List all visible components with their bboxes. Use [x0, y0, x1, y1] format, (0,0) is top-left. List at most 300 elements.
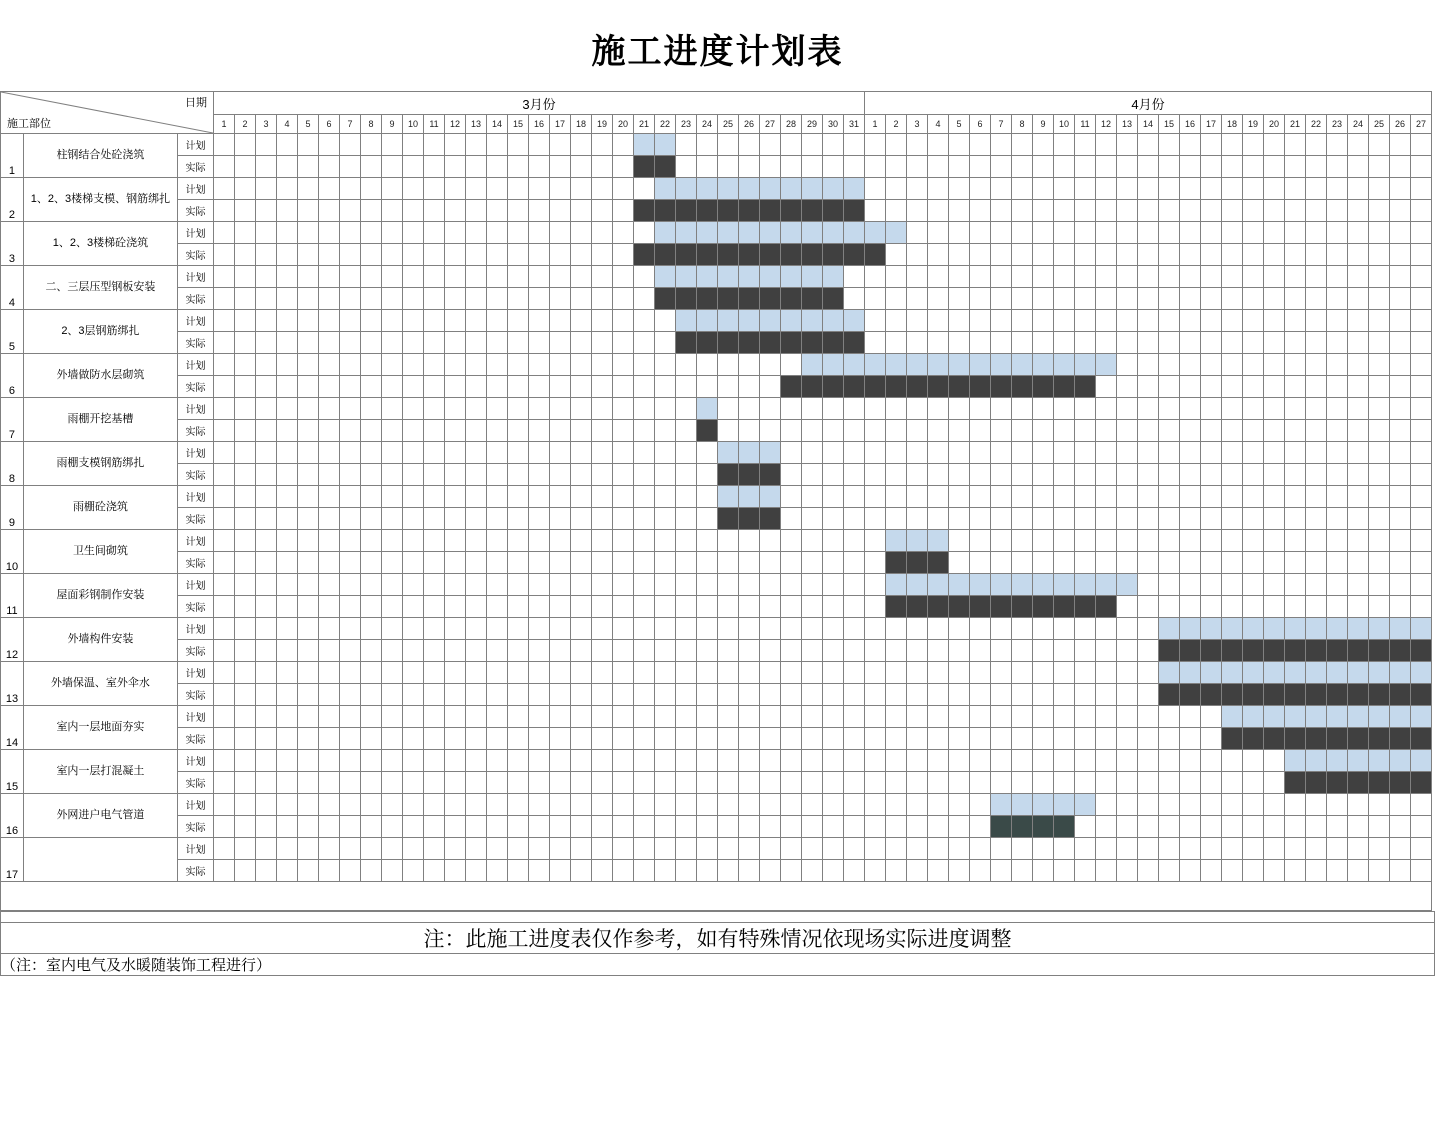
gantt-cell — [1159, 530, 1180, 552]
gantt-cell — [781, 420, 802, 442]
gantt-cell — [718, 706, 739, 728]
gantt-cell — [235, 156, 256, 178]
gantt-cell — [529, 530, 550, 552]
gantt-cell — [466, 860, 487, 882]
gantt-cell — [1390, 310, 1411, 332]
gantt-cell — [361, 772, 382, 794]
gantt-cell — [445, 156, 466, 178]
gantt-cell — [928, 508, 949, 530]
gantt-cell — [1264, 552, 1285, 574]
gantt-cell — [508, 618, 529, 640]
gantt-cell — [571, 772, 592, 794]
gantt-cell — [613, 860, 634, 882]
gantt-cell — [655, 354, 676, 376]
gantt-cell — [1411, 508, 1432, 530]
gantt-cell — [550, 464, 571, 486]
gantt-cell — [214, 508, 235, 530]
gantt-cell — [592, 508, 613, 530]
gantt-bar-actual — [823, 200, 844, 222]
task-name: 1、2、3楼梯砼浇筑 — [23, 222, 177, 266]
gantt-cell — [298, 332, 319, 354]
gantt-cell — [235, 398, 256, 420]
gantt-cell — [277, 156, 298, 178]
gantt-cell — [1243, 398, 1264, 420]
gantt-cell — [928, 442, 949, 464]
gantt-cell — [739, 750, 760, 772]
gantt-cell — [823, 420, 844, 442]
gantt-cell — [1075, 310, 1096, 332]
day-header: 28 — [781, 115, 802, 134]
gantt-cell — [256, 178, 277, 200]
gantt-cell — [613, 376, 634, 398]
gantt-cell — [403, 728, 424, 750]
gantt-bar-plan — [1054, 354, 1075, 376]
gantt-cell — [1180, 244, 1201, 266]
gantt-cell — [445, 772, 466, 794]
gantt-bar-plan — [865, 222, 886, 244]
gantt-cell — [697, 860, 718, 882]
gantt-cell — [277, 574, 298, 596]
gantt-cell — [298, 596, 319, 618]
gantt-cell — [319, 486, 340, 508]
gantt-cell — [466, 244, 487, 266]
gantt-cell — [991, 662, 1012, 684]
gantt-cell — [613, 552, 634, 574]
gantt-cell — [1222, 772, 1243, 794]
gantt-cell — [1138, 222, 1159, 244]
gantt-cell — [613, 310, 634, 332]
gantt-bar-plan — [970, 354, 991, 376]
gantt-cell — [1201, 464, 1222, 486]
gantt-cell — [676, 750, 697, 772]
gantt-cell — [1033, 728, 1054, 750]
actual-label: 实际 — [177, 420, 213, 442]
gantt-cell — [1201, 486, 1222, 508]
corner-date-label: 日期 — [185, 97, 207, 109]
gantt-cell — [676, 684, 697, 706]
gantt-cell — [760, 574, 781, 596]
gantt-cell — [445, 178, 466, 200]
gantt-cell — [1327, 794, 1348, 816]
gantt-cell — [1075, 464, 1096, 486]
gantt-cell — [844, 772, 865, 794]
gantt-cell — [1138, 574, 1159, 596]
gantt-cell — [634, 354, 655, 376]
gantt-cell — [256, 508, 277, 530]
gantt-cell — [214, 486, 235, 508]
gantt-cell — [718, 860, 739, 882]
gantt-cell — [298, 772, 319, 794]
gantt-cell — [739, 156, 760, 178]
gantt-cell — [781, 728, 802, 750]
day-header: 10 — [1054, 115, 1075, 134]
gantt-cell — [403, 222, 424, 244]
gantt-cell — [1390, 794, 1411, 816]
gantt-cell — [466, 288, 487, 310]
gantt-cell — [1201, 178, 1222, 200]
gantt-bar-plan — [1306, 706, 1327, 728]
gantt-cell — [1306, 376, 1327, 398]
gantt-bar-plan — [802, 178, 823, 200]
gantt-cell — [634, 574, 655, 596]
gantt-cell — [928, 706, 949, 728]
gantt-cell — [844, 684, 865, 706]
gantt-cell — [550, 442, 571, 464]
gantt-cell — [382, 662, 403, 684]
gantt-cell — [214, 728, 235, 750]
gantt-cell — [844, 750, 865, 772]
gantt-cell — [1348, 816, 1369, 838]
gantt-cell — [760, 772, 781, 794]
day-header: 20 — [613, 115, 634, 134]
gantt-bar-plan — [1411, 706, 1432, 728]
gantt-cell — [844, 794, 865, 816]
gantt-cell — [1222, 574, 1243, 596]
gantt-bar-plan — [1390, 750, 1411, 772]
gantt-cell — [802, 838, 823, 860]
actual-label: 实际 — [177, 200, 213, 222]
gantt-cell — [277, 530, 298, 552]
gantt-cell — [928, 750, 949, 772]
gantt-cell — [487, 200, 508, 222]
gantt-cell — [949, 442, 970, 464]
gantt-cell — [529, 618, 550, 640]
gantt-cell — [1159, 354, 1180, 376]
gantt-cell — [1264, 442, 1285, 464]
gantt-cell — [445, 684, 466, 706]
gantt-cell — [487, 442, 508, 464]
task-name: 屋面彩钢制作安装 — [23, 574, 177, 618]
gantt-cell — [1012, 310, 1033, 332]
gantt-bar-plan — [1348, 750, 1369, 772]
gantt-bar-plan — [844, 222, 865, 244]
gantt-cell — [844, 662, 865, 684]
gantt-bar-actual — [1222, 728, 1243, 750]
gantt-cell — [319, 552, 340, 574]
gantt-cell — [571, 376, 592, 398]
gantt-cell — [1201, 222, 1222, 244]
gantt-cell — [508, 310, 529, 332]
gantt-cell — [655, 794, 676, 816]
gantt-cell — [760, 684, 781, 706]
gantt-bar-plan — [655, 178, 676, 200]
gantt-cell — [991, 750, 1012, 772]
gantt-cell — [466, 706, 487, 728]
gantt-cell — [655, 706, 676, 728]
gantt-bar-plan — [1096, 574, 1117, 596]
gantt-cell — [466, 376, 487, 398]
gantt-cell — [928, 464, 949, 486]
gantt-bar-plan — [1306, 750, 1327, 772]
gantt-bar-plan — [991, 574, 1012, 596]
gantt-cell — [214, 266, 235, 288]
gantt-cell — [1411, 354, 1432, 376]
gantt-bar-plan — [634, 134, 655, 156]
gantt-cell — [886, 266, 907, 288]
gantt-cell — [1075, 530, 1096, 552]
gantt-bar-plan — [739, 266, 760, 288]
gantt-cell — [1222, 398, 1243, 420]
gantt-cell — [1390, 574, 1411, 596]
gantt-cell — [361, 156, 382, 178]
gantt-cell — [1033, 464, 1054, 486]
gantt-cell — [613, 662, 634, 684]
gantt-cell — [1264, 244, 1285, 266]
gantt-cell — [361, 816, 382, 838]
gantt-cell — [256, 310, 277, 332]
gantt-cell — [1096, 442, 1117, 464]
gantt-cell — [949, 728, 970, 750]
gantt-cell — [424, 530, 445, 552]
actual-label: 实际 — [177, 596, 213, 618]
gantt-cell — [1096, 222, 1117, 244]
gantt-cell — [1264, 530, 1285, 552]
gantt-cell — [1348, 442, 1369, 464]
day-header: 19 — [1243, 115, 1264, 134]
gantt-cell — [1327, 596, 1348, 618]
gantt-cell — [1117, 838, 1138, 860]
gantt-cell — [844, 706, 865, 728]
gantt-cell — [382, 860, 403, 882]
gantt-cell — [1159, 860, 1180, 882]
gantt-cell — [907, 618, 928, 640]
gantt-bar-plan — [1348, 662, 1369, 684]
gantt-cell — [235, 728, 256, 750]
gantt-cell — [739, 838, 760, 860]
schedule-note: 注：此施工进度表仅作参考，如有特殊情况依现场实际进度调整 — [1, 923, 1435, 954]
gantt-cell — [1222, 376, 1243, 398]
gantt-cell — [613, 618, 634, 640]
gantt-cell — [865, 156, 886, 178]
gantt-cell — [1222, 860, 1243, 882]
gantt-cell — [487, 134, 508, 156]
gantt-cell — [1054, 530, 1075, 552]
gantt-cell — [844, 618, 865, 640]
gantt-cell — [1264, 178, 1285, 200]
gantt-cell — [781, 772, 802, 794]
gantt-cell — [361, 178, 382, 200]
gantt-cell — [403, 420, 424, 442]
gantt-cell — [424, 706, 445, 728]
gantt-cell — [802, 772, 823, 794]
gantt-cell — [1012, 332, 1033, 354]
gantt-bar-actual — [1327, 640, 1348, 662]
actual-label: 实际 — [177, 288, 213, 310]
gantt-bar-plan — [760, 178, 781, 200]
gantt-cell — [739, 420, 760, 442]
gantt-cell — [928, 200, 949, 222]
gantt-cell — [445, 706, 466, 728]
gantt-bar-actual — [1096, 596, 1117, 618]
gantt-cell — [424, 860, 445, 882]
gantt-bar-plan — [928, 354, 949, 376]
gantt-cell — [634, 706, 655, 728]
gantt-cell — [718, 134, 739, 156]
gantt-bar-actual — [928, 376, 949, 398]
gantt-bar-actual — [1201, 640, 1222, 662]
gantt-bar-actual — [1012, 376, 1033, 398]
gantt-cell — [1348, 398, 1369, 420]
gantt-cell — [907, 134, 928, 156]
gantt-cell — [214, 772, 235, 794]
gantt-cell — [403, 640, 424, 662]
gantt-cell — [823, 838, 844, 860]
gantt-cell — [907, 244, 928, 266]
gantt-cell — [844, 288, 865, 310]
gantt-cell — [403, 508, 424, 530]
gantt-cell — [361, 464, 382, 486]
gantt-cell — [676, 464, 697, 486]
gantt-cell — [1222, 596, 1243, 618]
gantt-cell — [655, 530, 676, 552]
gantt-cell — [256, 420, 277, 442]
gantt-bar-actual — [844, 244, 865, 266]
gantt-cell — [256, 244, 277, 266]
row-index: 2 — [1, 178, 24, 222]
gantt-cell — [277, 772, 298, 794]
gantt-bar-plan — [928, 530, 949, 552]
gantt-cell — [886, 310, 907, 332]
gantt-cell — [529, 376, 550, 398]
gantt-cell — [361, 860, 382, 882]
gantt-cell — [928, 662, 949, 684]
gantt-cell — [298, 178, 319, 200]
gantt-cell — [1306, 508, 1327, 530]
gantt-cell — [403, 530, 424, 552]
gantt-cell — [718, 552, 739, 574]
gantt-cell — [823, 772, 844, 794]
gantt-cell — [550, 530, 571, 552]
gantt-cell — [1054, 640, 1075, 662]
gantt-cell — [592, 156, 613, 178]
gantt-bar-actual — [844, 332, 865, 354]
gantt-cell — [1075, 134, 1096, 156]
gantt-bar-actual — [1369, 640, 1390, 662]
gantt-cell — [1117, 640, 1138, 662]
gantt-cell — [550, 552, 571, 574]
gantt-cell — [445, 244, 466, 266]
day-header: 16 — [529, 115, 550, 134]
gantt-cell — [340, 332, 361, 354]
gantt-cell — [1180, 552, 1201, 574]
gantt-cell — [1201, 838, 1222, 860]
gantt-cell — [718, 640, 739, 662]
gantt-cell — [844, 728, 865, 750]
gantt-cell — [1285, 838, 1306, 860]
gantt-cell — [319, 156, 340, 178]
gantt-cell — [739, 354, 760, 376]
gantt-cell — [256, 596, 277, 618]
gantt-cell — [949, 816, 970, 838]
gantt-cell — [1159, 398, 1180, 420]
gantt-cell — [256, 200, 277, 222]
gantt-bar-actual — [655, 156, 676, 178]
gantt-cell — [1012, 662, 1033, 684]
task-name: 柱钢结合处砼浇筑 — [23, 134, 177, 178]
gantt-cell — [1306, 596, 1327, 618]
gantt-bar-actual — [1285, 772, 1306, 794]
gantt-bar-plan — [697, 266, 718, 288]
gantt-bar-actual — [1012, 596, 1033, 618]
gantt-bar-plan — [802, 222, 823, 244]
gantt-cell — [214, 838, 235, 860]
gantt-cell — [361, 354, 382, 376]
gantt-cell — [277, 266, 298, 288]
gantt-cell — [1012, 860, 1033, 882]
gantt-bar-plan — [1390, 662, 1411, 684]
gantt-cell — [1264, 508, 1285, 530]
gantt-cell — [214, 288, 235, 310]
gantt-cell — [1117, 794, 1138, 816]
gantt-bar-actual — [1033, 596, 1054, 618]
gantt-cell — [340, 244, 361, 266]
gantt-cell — [1369, 332, 1390, 354]
gantt-cell — [1348, 486, 1369, 508]
gantt-cell — [1306, 244, 1327, 266]
gantt-cell — [1159, 332, 1180, 354]
gantt-cell — [256, 552, 277, 574]
gantt-cell — [886, 618, 907, 640]
plan-label: 计划 — [177, 838, 213, 860]
gantt-cell — [823, 530, 844, 552]
gantt-cell — [235, 640, 256, 662]
gantt-cell — [298, 354, 319, 376]
gantt-cell — [1201, 530, 1222, 552]
gantt-cell — [487, 222, 508, 244]
gantt-cell — [676, 838, 697, 860]
gantt-cell — [235, 574, 256, 596]
gantt-bar-plan — [1222, 706, 1243, 728]
gantt-bar-plan — [886, 354, 907, 376]
gantt-cell — [865, 398, 886, 420]
gantt-bar-plan — [739, 310, 760, 332]
gantt-cell — [1327, 838, 1348, 860]
plan-label: 计划 — [177, 794, 213, 816]
gantt-cell — [1033, 750, 1054, 772]
gantt-cell — [277, 200, 298, 222]
gantt-cell — [1243, 376, 1264, 398]
gantt-bar-plan — [1075, 354, 1096, 376]
gantt-cell — [676, 860, 697, 882]
gantt-cell — [340, 772, 361, 794]
gantt-cell — [424, 134, 445, 156]
gantt-bar-actual — [781, 244, 802, 266]
gantt-cell — [445, 200, 466, 222]
gantt-cell — [277, 376, 298, 398]
gantt-cell — [676, 552, 697, 574]
gantt-bar-plan — [1201, 662, 1222, 684]
gantt-cell — [949, 706, 970, 728]
day-header: 8 — [361, 115, 382, 134]
gantt-cell — [1159, 464, 1180, 486]
gantt-cell — [319, 134, 340, 156]
gantt-cell — [1222, 288, 1243, 310]
task-name: 雨棚砼浇筑 — [23, 486, 177, 530]
notes-table — [0, 911, 1435, 976]
gantt-cell — [1012, 266, 1033, 288]
gantt-cell — [781, 640, 802, 662]
row-index: 4 — [1, 266, 24, 310]
gantt-cell — [1390, 134, 1411, 156]
gantt-cell — [340, 354, 361, 376]
gantt-cell — [970, 310, 991, 332]
gantt-cell — [991, 134, 1012, 156]
gantt-cell — [424, 156, 445, 178]
gantt-cell — [1159, 288, 1180, 310]
gantt-cell — [298, 398, 319, 420]
gantt-cell — [361, 398, 382, 420]
gantt-cell — [235, 772, 256, 794]
